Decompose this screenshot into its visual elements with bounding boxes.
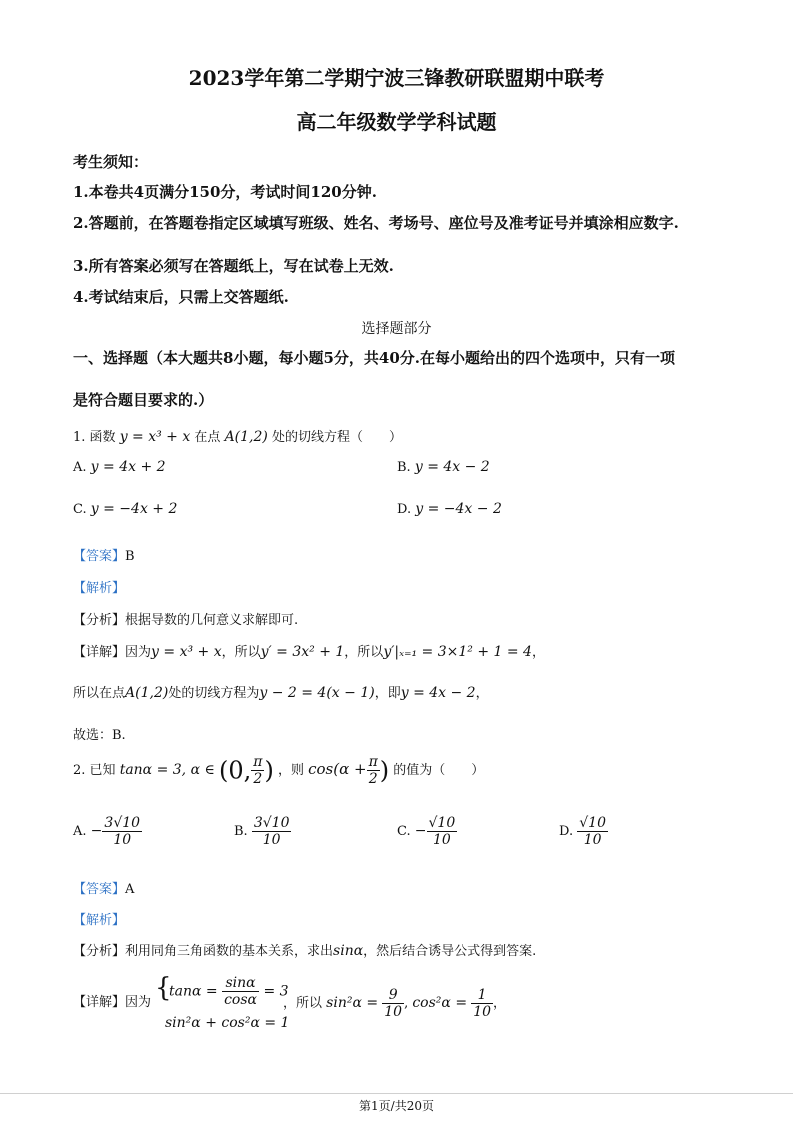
fraction <box>222 975 259 1008</box>
numerator: π <box>253 754 263 770</box>
q2-option-c <box>397 815 457 848</box>
text: , <box>404 996 409 1011</box>
interval-left: (0, <box>218 756 252 785</box>
denominator: 10 <box>473 1004 492 1020</box>
fraction <box>252 815 292 848</box>
text: ，即 <box>374 686 401 701</box>
fraction <box>382 987 404 1020</box>
numerator: sinα <box>222 975 259 992</box>
text: ，所以 <box>344 645 384 660</box>
section-intro-line2: 是符合题目要求的.） <box>73 391 214 409</box>
option-text: y = 4x + 2 <box>90 459 166 475</box>
numerator: √10 <box>428 815 456 831</box>
option-text: y = −4x + 2 <box>90 501 178 517</box>
q2-prefix: 2. 已知 <box>73 763 116 778</box>
option-label: B. <box>234 824 248 839</box>
math: cos²α = <box>412 995 468 1011</box>
system-row-1 <box>169 975 289 1008</box>
math: A(1,2) <box>125 685 169 701</box>
q1-analysis-tag: 【解析】 <box>73 581 126 596</box>
option-label: D. <box>559 824 574 839</box>
exam-title: 2023学年第二学期宁波三锋教研联盟期中联考 <box>188 66 605 90</box>
note-item-4: 4.考试结束后，只需上交答题纸. <box>73 288 289 306</box>
text: 因为 <box>125 645 152 660</box>
option-label: A. <box>73 460 87 475</box>
numerator: √10 <box>579 815 606 831</box>
numerator: π <box>368 754 378 770</box>
math: = 3 <box>263 983 289 1000</box>
note-item-1: 1.本卷共4页满分150分，考试时间120分钟. <box>73 183 377 201</box>
math: sinα <box>333 943 364 959</box>
math: y′|ₓ₌₁ = 3×1² + 1 = 4 <box>383 644 532 660</box>
math: y = x³ + x <box>151 644 222 660</box>
denominator: 2 <box>368 771 378 787</box>
q1-fenxi <box>73 609 298 628</box>
cos-expression: cos(α + <box>308 760 367 778</box>
sign: − <box>414 823 427 839</box>
q1-detail-line2 <box>73 682 489 701</box>
section-title: 选择题部分 <box>361 321 432 337</box>
system-brace: { <box>155 973 172 1003</box>
pi-over-2 <box>367 754 380 787</box>
q1-option-c <box>73 501 177 517</box>
q1-option-d <box>397 501 502 517</box>
fraction <box>577 815 608 848</box>
q1-point: A(1,2) <box>224 429 268 445</box>
fenxi-tag: 【分析】 <box>73 613 126 628</box>
denominator: 10 <box>384 1004 403 1020</box>
option-label: A. <box>73 824 87 839</box>
detail-label <box>73 991 151 1010</box>
cos-close: ) <box>379 756 390 785</box>
detail-tag: 【详解】 <box>73 645 126 660</box>
fenxi-text: 根据导数的几何意义求解即可. <box>125 613 299 628</box>
fraction <box>427 815 458 848</box>
text: ，则 <box>277 763 304 778</box>
detail-result <box>283 987 506 1020</box>
q2-analysis-tag: 【解析】 <box>73 913 126 928</box>
denominator: 2 <box>253 771 263 787</box>
denominator: 10 <box>432 832 451 848</box>
option-label: C. <box>397 824 411 839</box>
fraction <box>471 987 493 1020</box>
text: 所以在点 <box>73 686 126 701</box>
q2-option-d <box>559 815 608 848</box>
numerator: 9 <box>382 987 404 1004</box>
option-text: y = 4x − 2 <box>414 459 490 475</box>
q1-prefix: 1. 函数 <box>73 430 116 445</box>
q2-fenxi <box>73 940 536 959</box>
q2-option-a <box>73 815 142 848</box>
q1-answer <box>73 545 135 564</box>
q1-mid: 在点 <box>194 430 221 445</box>
section-intro-line1: 一、选择题（本大题共8小题，每小题5分，共40分.在每小题给出的四个选项中，只有一项 <box>73 349 675 367</box>
page-number: 第1页/共20页 <box>359 1099 434 1113</box>
note-item-2: 2.答题前，在答题卷指定区域填写班级、姓名、考场号、座位号及准考证号并填涂相应数字. <box>73 214 679 232</box>
q2-stem <box>73 754 484 787</box>
option-label: B. <box>397 460 411 475</box>
numerator: 1 <box>471 987 493 1004</box>
q1-function: y = x³ + x <box>119 429 191 445</box>
q2-answer <box>73 878 134 897</box>
answer-tag: 【答案】 <box>73 549 126 564</box>
text: ，然后结合诱导公式得到答案. <box>363 944 537 959</box>
math: sin²α = <box>326 995 379 1011</box>
math: y′ = 3x² + 1 <box>260 644 345 660</box>
sign: − <box>90 823 103 839</box>
q1-detail-line3: 故选：B. <box>73 728 126 743</box>
footer-divider <box>0 1093 793 1094</box>
text: ，所以 <box>283 996 323 1011</box>
math: tanα = <box>169 983 218 1000</box>
denominator: cosα <box>224 992 257 1008</box>
system-row-2: sin²α + cos²α = 1 <box>165 1015 290 1031</box>
fenxi-tag: 【分析】 <box>73 944 126 959</box>
numerator: 3√10 <box>253 815 290 831</box>
answer-tag: 【答案】 <box>73 882 126 897</box>
denominator: 10 <box>583 832 602 848</box>
answer-value: A <box>125 882 135 897</box>
detail-tag: 【详解】 <box>73 995 126 1010</box>
text: ， <box>475 686 489 701</box>
math: y − 2 = 4(x − 1) <box>259 685 375 701</box>
text: 处的切线方程为 <box>168 686 260 701</box>
text: 利用同角三角函数的基本关系，求出 <box>125 944 334 959</box>
numerator: 3√10 <box>104 815 141 831</box>
text: ， <box>531 645 545 660</box>
q1-detail-line1 <box>73 641 545 660</box>
interval-right: ) <box>264 756 274 785</box>
pi-over-2 <box>251 754 264 787</box>
notes-heading: 考生须知： <box>73 153 149 171</box>
denominator: 10 <box>262 832 281 848</box>
math: y = 4x − 2 <box>400 685 476 701</box>
text: 因为 <box>125 995 152 1010</box>
q1-option-b <box>397 459 490 475</box>
option-label: C. <box>73 502 87 517</box>
q2-condition: tanα = 3, α ∈ <box>119 762 215 778</box>
note-item-3: 3.所有答案必须写在答题纸上，写在试卷上无效. <box>73 257 394 275</box>
q2-option-b <box>234 815 291 848</box>
answer-value: B <box>125 549 135 564</box>
option-label: D. <box>397 502 412 517</box>
q1-suffix: 处的切线方程（ ） <box>272 430 403 445</box>
text: ， <box>493 996 507 1011</box>
q1-stem <box>73 426 402 445</box>
q2-suffix: 的值为（ ） <box>393 763 485 778</box>
option-text: y = −4x − 2 <box>415 501 502 517</box>
denominator: 10 <box>113 832 132 848</box>
fraction <box>102 815 142 848</box>
q1-option-a <box>73 459 166 475</box>
exam-subtitle: 高二年级数学学科试题 <box>296 110 497 134</box>
text: ，所以 <box>221 645 261 660</box>
